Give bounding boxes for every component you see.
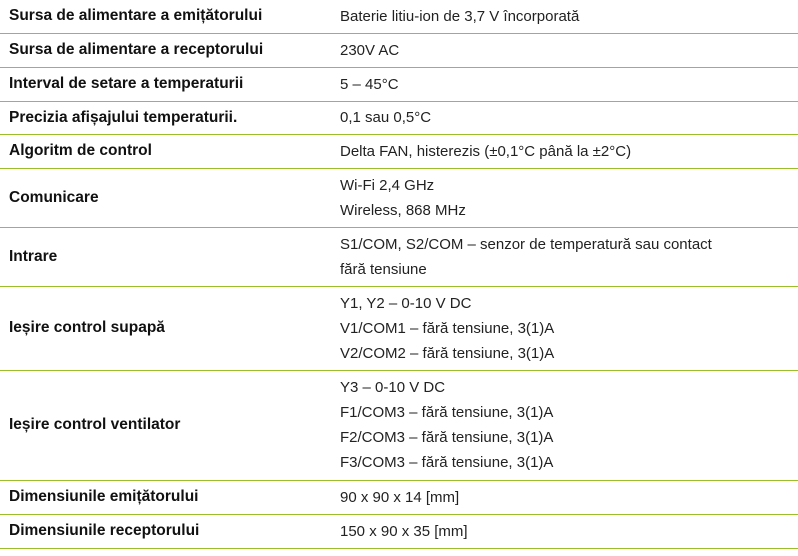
- spec-label: Comunicare: [0, 168, 330, 227]
- spec-value-line: V1/COM1 – fără tensiune, 3(1)A: [340, 319, 555, 337]
- spec-value: [330, 33, 798, 67]
- spec-label: Dimensiunile emițătorului: [0, 480, 330, 514]
- spec-value: [330, 370, 798, 480]
- spec-value-line: Baterie litiu-ion de 3,7 V încorporată: [340, 7, 580, 25]
- spec-value-line: 90 x 90 x 14 [mm]: [340, 488, 460, 506]
- spec-value-line: S1/COM, S2/COM – senzor de temperatură sau contact: [340, 235, 712, 253]
- spec-value-line: F3/COM3 – fără tensiune, 3(1)A: [340, 454, 554, 471]
- spec-value-line: 230V AC: [340, 41, 400, 59]
- spec-value: [330, 67, 798, 101]
- spec-value-line: Y3 – 0-10 V DC: [340, 379, 446, 396]
- spec-value-line: 0,1 sau 0,5°C: [340, 109, 432, 126]
- table-row: [0, 0, 798, 33]
- spec-value: [330, 286, 798, 370]
- table-row: [0, 67, 798, 101]
- spec-value-line: V2/COM2 – fără tensiune, 3(1)A: [340, 344, 555, 362]
- table-row: [0, 514, 798, 548]
- spec-value: [330, 101, 798, 134]
- spec-value: [330, 480, 798, 514]
- spec-label: Sursa de alimentare a receptorului: [0, 33, 330, 67]
- table-row: [0, 101, 798, 134]
- spec-label: Algoritm de control: [0, 134, 330, 168]
- spec-value-line: Wireless, 868 MHz: [340, 201, 466, 219]
- table-row: [0, 286, 798, 370]
- spec-value-line: Wi-Fi 2,4 GHz: [340, 176, 435, 194]
- spec-value-line: F2/COM3 – fără tensiune, 3(1)A: [340, 429, 554, 446]
- spec-label: Intrare: [0, 227, 330, 286]
- spec-label: Sursa de alimentare a emițătorului: [0, 0, 330, 33]
- spec-value: [330, 227, 798, 286]
- spec-value-line: F1/COM3 – fără tensiune, 3(1)A: [340, 404, 554, 421]
- spec-value-line: Delta FAN, histerezis (±0,1°C până la ±2°C): [340, 142, 632, 160]
- spec-value-line: fără tensiune: [340, 260, 427, 278]
- spec-label: Ieșire control supapă: [0, 286, 330, 370]
- spec-value-line: 150 x 90 x 35 [mm]: [340, 522, 468, 540]
- table-row: [0, 370, 798, 480]
- table-row: [0, 227, 798, 286]
- spec-label: Ieșire control ventilator: [0, 370, 330, 480]
- spec-value: [330, 514, 798, 548]
- table-row: [0, 134, 798, 168]
- spec-label: Dimensiunile receptorului: [0, 514, 330, 548]
- table-row: [0, 480, 798, 514]
- table-row: [0, 168, 798, 227]
- spec-value: [330, 168, 798, 227]
- spec-value: [330, 0, 798, 33]
- spec-value: [330, 134, 798, 168]
- table-row: [0, 33, 798, 67]
- spec-label: Interval de setare a temperaturii: [0, 67, 330, 101]
- spec-value-line: 5 – 45°C: [340, 75, 399, 93]
- spec-value-line: Y1, Y2 – 0-10 V DC: [340, 294, 472, 312]
- spec-label: Precizia afișajului temperaturii.: [0, 101, 330, 134]
